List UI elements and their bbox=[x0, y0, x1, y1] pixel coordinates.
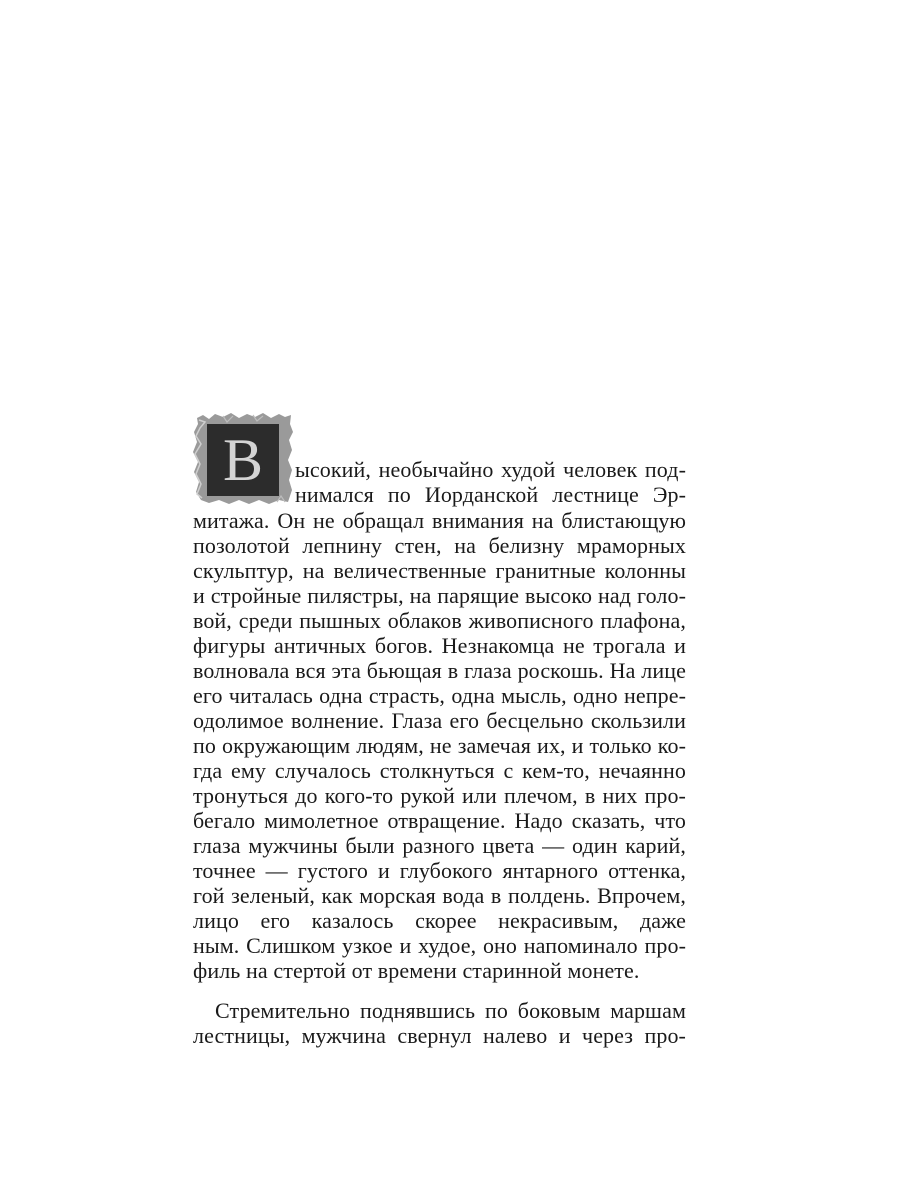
text-line: по окружающим людям, не замечая их, и только ко- bbox=[193, 733, 686, 758]
drop-cap bbox=[193, 410, 295, 506]
text-line-last: филь на стертой от времени старинной монете. bbox=[193, 958, 640, 983]
text-line: митажа. Он не обращал внимания на блистающую bbox=[193, 508, 686, 533]
text-line: и стройные пилястры, на парящие высоко над голо- bbox=[193, 583, 686, 608]
text-line: гой зеленый, как морская вода в полдень. Впрочем, bbox=[193, 883, 686, 908]
text-line: бегало мимолетное отвращение. Надо сказать, что bbox=[193, 808, 686, 833]
text-line-indented: Стремительно поднявшись по боковым маршам bbox=[215, 998, 686, 1023]
text-line: вой, среди пышных облаков живописного плафона, bbox=[193, 608, 686, 633]
text-line: ысокий, необычайно худой человек под- bbox=[295, 457, 686, 482]
text-line: ным. Слишком узкое и худое, оно напоминало про- bbox=[193, 933, 686, 958]
text-line: одолимое волнение. Глаза его бесцельно скользили bbox=[193, 708, 686, 733]
text-line: точнее — густого и глубокого янтарного оттенка, bbox=[193, 858, 686, 883]
text-line: глаза мужчины были разного цвета — один карий, bbox=[193, 833, 686, 858]
drop-cap-letter: В bbox=[222, 427, 264, 493]
text-line: его читалась одна страсть, одна мысль, одно непре- bbox=[193, 683, 686, 708]
text-line: скульптур, на величественные гранитные колонны bbox=[193, 558, 686, 583]
text-line: волновала вся эта бьющая в глаза роскошь. На лице bbox=[193, 658, 686, 683]
text-line: лицо его казалось скорее некрасивым, даже bbox=[193, 908, 686, 933]
text-line: гда ему случалось столкнуться с кем-то, нечаянно bbox=[193, 758, 686, 783]
text-line: тронуться до кого-то рукой или плечом, в них про- bbox=[193, 783, 686, 808]
text-line: лестницы, мужчина свернул налево и через про- bbox=[193, 1023, 686, 1048]
text-line: нимался по Иорданской лестнице Эр- bbox=[295, 482, 686, 507]
text-line: позолотой лепнину стен, на белизну мраморных bbox=[193, 533, 686, 558]
text-line: фигуры античных богов. Незнакомца не трогала и bbox=[193, 633, 686, 658]
